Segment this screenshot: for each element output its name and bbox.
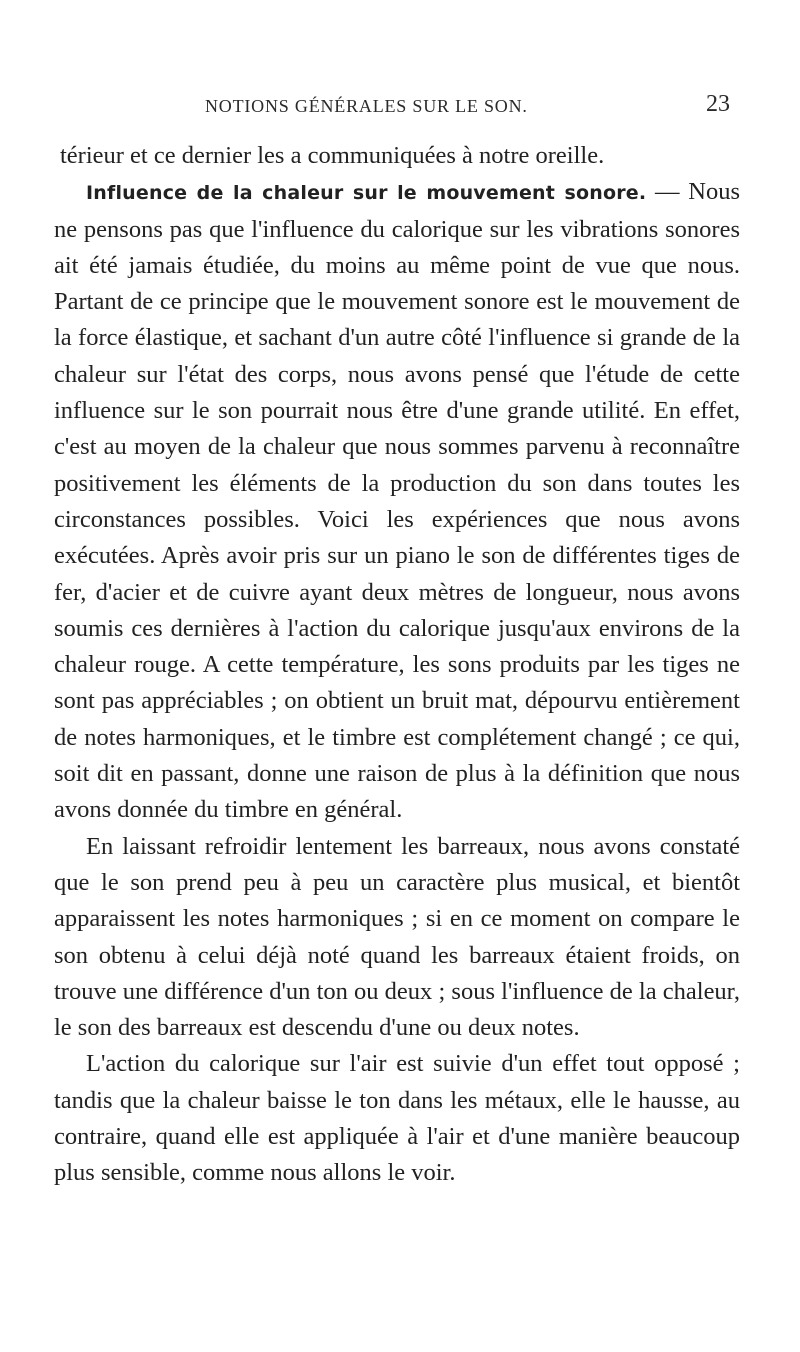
paragraph-1-body: Nous ne pensons pas que l'influence du calorique sur les vibrations sonores ait été jamais étudiée, du moins au même point de vue que nous. Partant de ce principe que le mouvement sonore est le mouvement de la force élastique, et sachant d'un autre côté l'influence si grande de la chaleur sur l'état des corps, nous avons pensé que l'étude de cette influence sur le son pourrait nous être d'une grande utilité. En effet, c'est au moyen de la chaleur que nous sommes parvenu à reconnaître positivement les éléments de la production du son dans toutes les circonstances possibles. Voici les expériences que nous avons exécutées. Après avoir pris sur un piano le son de différentes tiges de fer, d'acier et de cuivre ayant deux mètres de longueur, nous avons soumis ces dernières à l'action du calorique jusqu'aux environs de la chaleur rouge. A cette température, les sons produits par les tiges ne sont pas appréciables ; on obtient un bruit mat, dépourvu entièrement de notes harmoniques, et le timbre est complétement changé ; ce qui, soit dit en passant, donne une raison de plus à la définition que nous avons donnée du timbre en général.: [54, 178, 740, 824]
section-dash: —: [646, 178, 689, 206]
page-number: 23: [706, 91, 730, 117]
continuation-line: térieur et ce dernier les a communiquées à notre oreille.: [60, 142, 605, 169]
paragraph-1: [54, 174, 740, 828]
paragraph-3: L'action du calorique sur l'air est suivie d'un effet tout opposé ; tandis que la chaleur baisse le ton dans les métaux, elle le hausse, au contraire, quand elle est appliquée à l'air et d'une manière beaucoup plus sensible, comme nous allons le voir.: [54, 1050, 740, 1187]
paragraph-2: En laissant refroidir lentement les barreaux, nous avons constaté que le son prend peu à peu un caractère plus musical, et bientôt apparaissent les notes harmoniques ; si en ce moment on compare le son obtenu à celui déjà noté quand les barreaux étaient froids, on trouve une différence d'un ton ou deux ; sous l'influence de la chaleur, le son des barreaux est descendu d'une ou deux notes.: [54, 832, 740, 1042]
body-text: [54, 138, 740, 1192]
running-header: [0, 91, 800, 126]
section-heading: Influence de la chaleur sur le mouvement sonore.: [86, 182, 647, 205]
running-title: NOTIONS GÉNÉRALES SUR LE SON.: [205, 96, 528, 116]
